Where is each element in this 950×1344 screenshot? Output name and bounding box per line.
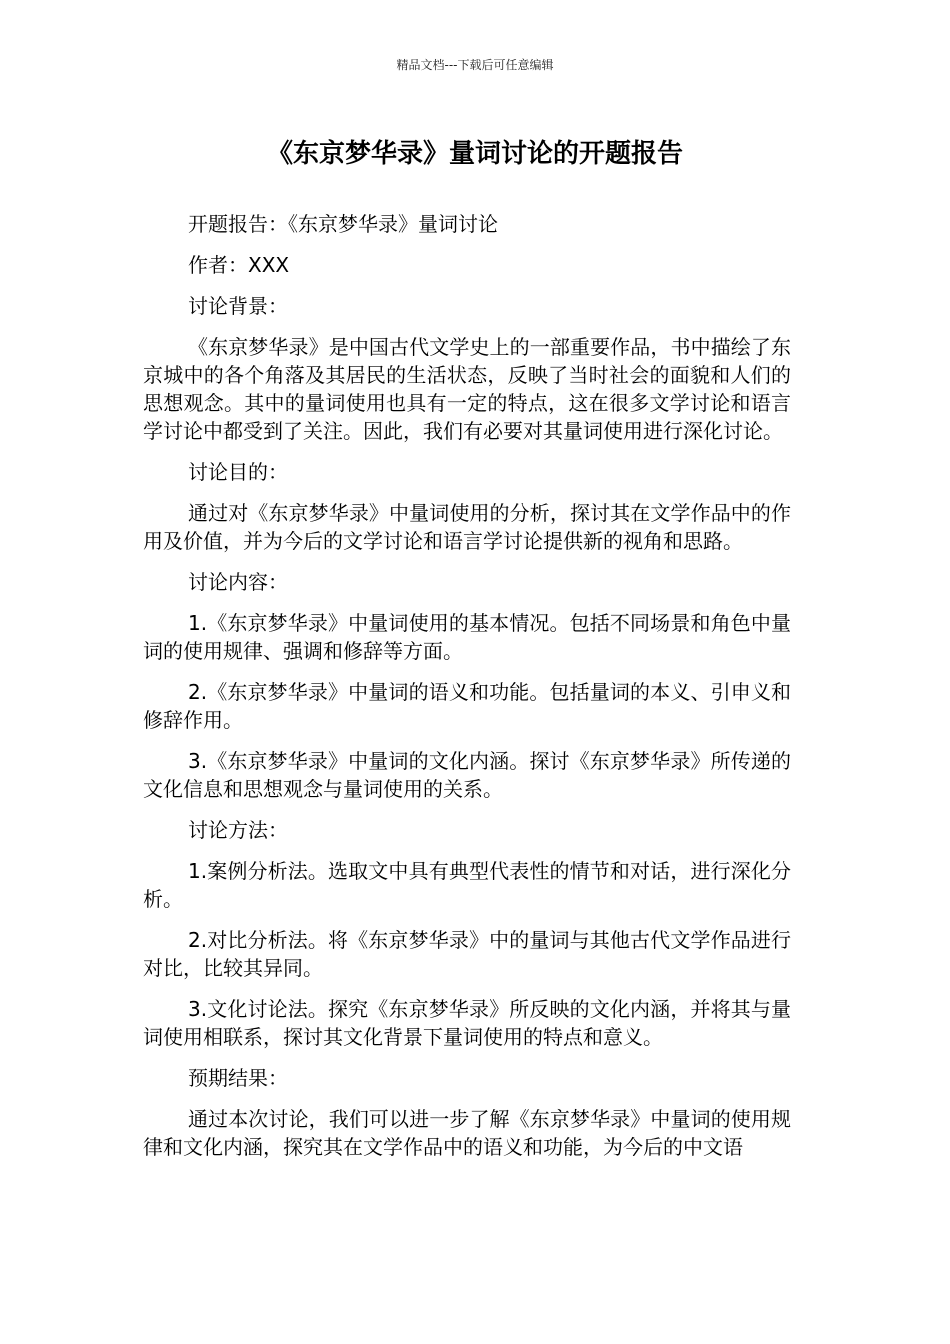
- list-item-content-3: 3.《东京梦华录》中量词的文化内涵。探讨《东京梦华录》所传递的文化信息和思想观念与量词使用的关系。: [143, 749, 791, 801]
- paragraph-expected-results: 通过本次讨论，我们可以进一步了解《东京梦华录》中量词的使用规律和文化内涵，探究其在文学作品中的语义和功能，为今后的中文语: [143, 1107, 791, 1159]
- list-item-content-1: 1.《东京梦华录》中量词使用的基本情况。包括不同场景和角色中量词的使用规律、强调和修辞等方面。: [143, 611, 791, 663]
- document-title: 《东京梦华录》量词讨论的开题报告: [266, 139, 683, 169]
- document-body: [143, 210, 791, 1174]
- paragraph-background: 《东京梦华录》是中国古代文学史上的一部重要作品，书中描绘了东京城中的各个角落及其居民的生活状态，反映了当时社会的面貌和人们的思想观念。其中的量词使用也具有一定的特点，这在很多文学讨论和语言学讨论中都受到了关注。因此，我们有必要对其量词使用进行深化讨论。: [143, 335, 791, 443]
- list-item-method-3: 3.文化讨论法。探究《东京梦华录》所反映的文化内涵，并将其与量词使用相联系，探讨其文化背景下量词使用的特点和意义。: [143, 997, 791, 1049]
- heading-background: 讨论背景：: [188, 294, 288, 318]
- paragraph-report-label: 开题报告：《东京梦华录》量词讨论: [188, 212, 498, 236]
- header-note: 精品文档---下载后可任意编辑: [396, 58, 554, 72]
- heading-purpose: 讨论目的：: [188, 460, 288, 484]
- paragraph-author: 作者：XXX: [188, 253, 290, 277]
- list-item-content-2: 2.《东京梦华录》中量词的语义和功能。包括量词的本义、引申义和修辞作用。: [143, 680, 791, 732]
- list-item-method-1: 1.案例分析法。选取文中具有典型代表性的情节和对话，进行深化分析。: [143, 859, 791, 911]
- heading-expected-results: 预期结果：: [188, 1066, 288, 1090]
- heading-method: 讨论方法：: [188, 818, 288, 842]
- paragraph-purpose: 通过对《东京梦华录》中量词使用的分析，探讨其在文学作品中的作用及价值，并为今后的文学讨论和语言学讨论提供新的视角和思路。: [143, 501, 791, 553]
- heading-content: 讨论内容：: [188, 570, 288, 594]
- list-item-method-2: 2.对比分析法。将《东京梦华录》中的量词与其他古代文学作品进行对比，比较其异同。: [143, 928, 791, 980]
